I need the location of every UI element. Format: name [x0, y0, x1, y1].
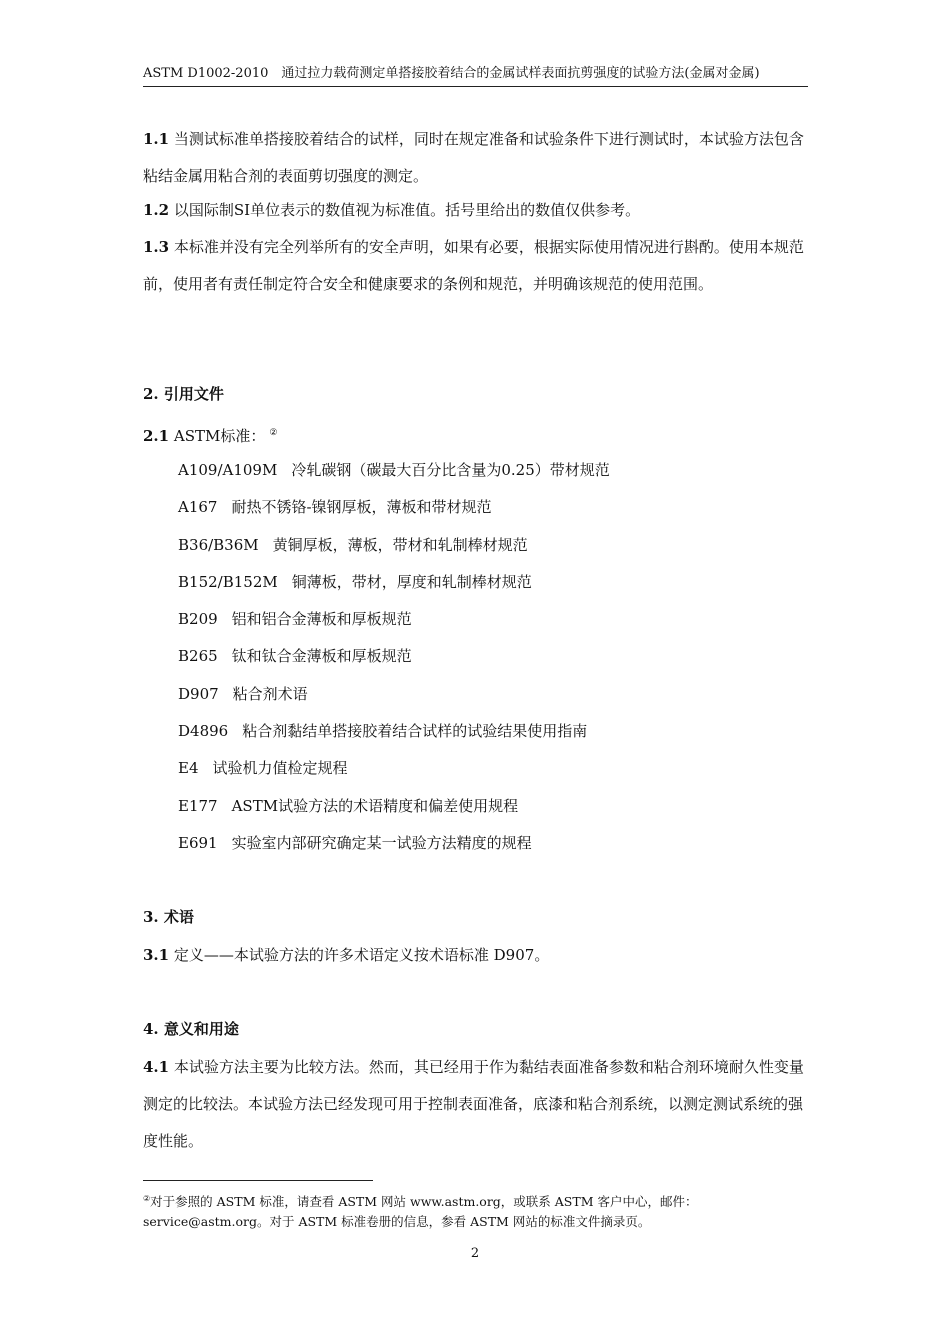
section-4-heading: 4. 意义和用途 — [143, 1020, 239, 1038]
list-item — [178, 496, 610, 533]
footnote-text: 对于参照的 ASTM 标准，请查看 ASTM 网站 www.astm.org，或联系 ASTM 客户中心，邮件：service@astm.org。对于 ASTM 标准卷册的信息，参看 ASTM 网站的标准文件摘录页。 — [143, 1194, 698, 1230]
ref-title: 钛和钛合金薄板和厚板规范 — [231, 647, 412, 666]
paragraph-1-1 — [143, 121, 808, 195]
list-item — [178, 757, 610, 794]
paragraph-text: 以国际制SI单位表示的数值视为标准值。括号里给出的数值仅供参考。 — [173, 201, 641, 219]
ref-code: B152/B152M — [178, 572, 278, 591]
ref-code: D907 — [178, 684, 219, 703]
list-item — [178, 832, 610, 869]
paragraph-text: 定义——本试验方法的许多术语定义按术语标准 D907。 — [173, 946, 550, 964]
list-item — [178, 459, 610, 496]
ref-code: D4896 — [178, 722, 229, 741]
ref-title: 粘合剂术语 — [232, 684, 308, 703]
list-item — [178, 608, 610, 645]
footnote-mark: ② — [143, 1194, 151, 1203]
footnote-ref: ② — [269, 428, 278, 438]
footnote-divider — [143, 1180, 373, 1181]
ref-code: B36/B36M — [178, 535, 259, 554]
list-item — [178, 571, 610, 608]
ref-code: E177 — [178, 796, 218, 815]
paragraph-number: 2.1 — [143, 427, 170, 445]
paragraph-number: 1.3 — [143, 238, 170, 256]
paragraph-number: 3.1 — [143, 946, 170, 964]
ref-title: 粘合剂黏结单搭接胶着结合试样的试验结果使用指南 — [242, 722, 588, 741]
paragraph-1-2 — [143, 192, 808, 229]
ref-title: 铜薄板，带材，厚度和轧制棒材规范 — [291, 572, 532, 591]
ref-title: 黄铜厚板，薄板，带材和轧制棒材规范 — [272, 535, 528, 554]
ref-code: A167 — [178, 498, 218, 517]
list-item — [178, 645, 610, 682]
paragraph-3-1 — [143, 937, 808, 974]
paragraph-text: 本试验方法主要为比较方法。然而，其已经用于作为黏结表面准备参数和粘合剂环境耐久性变量测定的比较法。本试验方法已经发现可用于控制表面准备，底漆和粘合剂系统，以测定测试系统的强度性能。 — [143, 1058, 804, 1150]
running-header: ASTM D1002-2010 通过拉力载荷测定单搭接胶着结合的金属试样表面抗剪强度的试验方法(金属对金属) — [143, 64, 808, 87]
paragraph-number: 1.2 — [143, 201, 170, 219]
paragraph-number: 1.1 — [143, 130, 170, 148]
paragraph-text: 当测试标准单搭接胶着结合的试样，同时在规定准备和试验条件下进行测试时，本试验方法包含粘结金属用粘合剂的表面剪切强度的测定。 — [143, 130, 804, 185]
ref-code: B265 — [178, 647, 218, 666]
footnote — [143, 1189, 808, 1232]
paragraph-text: ASTM标准： — [173, 427, 266, 445]
list-item — [178, 720, 610, 757]
section-3-heading: 3. 术语 — [143, 908, 194, 926]
paragraph-4-1 — [143, 1049, 808, 1160]
subsection-2-1 — [143, 422, 277, 447]
referenced-documents-list — [178, 459, 610, 869]
ref-code: B209 — [178, 610, 218, 629]
ref-title: 实验室内部研究确定某一试验方法精度的规程 — [231, 833, 532, 852]
paragraph-text: 本标准并没有完全列举所有的安全声明，如果有必要，根据实际使用情况进行斟酌。使用本规范前，使用者有责任制定符合安全和健康要求的条例和规范，并明确该规范的使用范围。 — [143, 238, 804, 293]
paragraph-1-3 — [143, 229, 808, 303]
list-item — [178, 795, 610, 832]
paragraph-number: 4.1 — [143, 1058, 170, 1076]
ref-code: E4 — [178, 759, 199, 778]
ref-title: 耐热不锈铬-镍钢厚板，薄板和带材规范 — [231, 498, 492, 517]
ref-code: A109/A109M — [178, 461, 278, 479]
ref-title: 冷轧碳钢（碳最大百分比含量为0.25）带材规范 — [291, 461, 610, 479]
list-item — [178, 683, 610, 720]
section-2-heading: 2. 引用文件 — [143, 385, 224, 403]
ref-title: 试验机力值检定规程 — [212, 759, 348, 778]
page-number: 2 — [470, 1246, 480, 1261]
list-item — [178, 534, 610, 571]
ref-code: E691 — [178, 833, 218, 852]
ref-title: 铝和铝合金薄板和厚板规范 — [231, 610, 412, 629]
ref-title: ASTM试验方法的术语精度和偏差使用规程 — [231, 796, 519, 815]
